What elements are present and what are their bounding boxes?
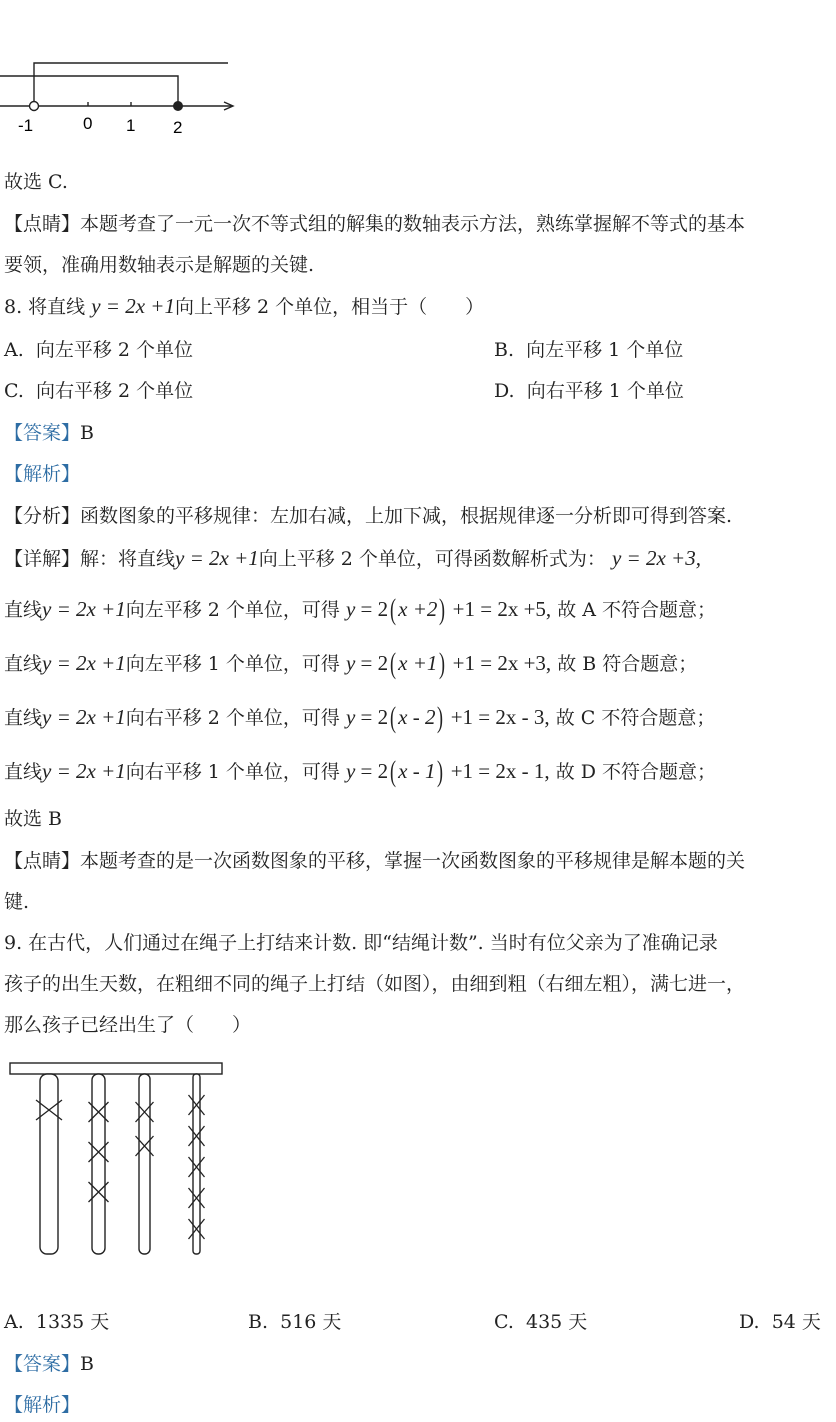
q8-comment-line1: [4, 849, 745, 873]
option-text: 1335 天: [35, 1311, 110, 1333]
detail-text: 向上平移 2 个单位，可得函数解析式为：: [258, 548, 606, 570]
row-prefix: 直线: [4, 599, 43, 621]
line-equation: y = 2x +1: [42, 597, 126, 621]
q8-analysis-tag: 【解析】: [4, 463, 81, 485]
row-prefix: 直线: [4, 653, 43, 675]
q9-analysis-tag: 【解析】: [4, 1394, 81, 1416]
row-outer: +1 = 2x - 1,: [450, 759, 550, 783]
q9-option-b[interactable]: [248, 1310, 341, 1334]
comment-tag: 【点睛】: [4, 850, 81, 872]
detail-tag: 【详解】: [4, 548, 81, 570]
option-letter: C.: [4, 380, 24, 402]
rope-thin: [139, 1074, 150, 1254]
detail-text: 解：将直线: [80, 548, 176, 570]
row-inner: x - 2: [398, 705, 436, 729]
row-outer: +1 = 2x - 3,: [450, 705, 550, 729]
q9-answer: [4, 1352, 94, 1376]
q8-detail: [4, 546, 701, 571]
q8-row-b: 直线y = 2x +1向左平移 1 个单位，可得 y = 2(x +1) +1 = 2x +3, 故 B 符合题意；: [4, 647, 698, 680]
q9-option-d[interactable]: [739, 1310, 821, 1334]
q9-stem-line3: 那么孩子已经出生了（ ）: [4, 1014, 252, 1036]
comment-tag: 【点睛】: [4, 213, 81, 235]
q8-answer: [4, 421, 94, 445]
option-text: 54 天: [771, 1311, 821, 1333]
option-text: 向左平移 1 个单位: [526, 339, 684, 361]
q8-stem: [4, 294, 484, 319]
comment-text: 本题考查了一元一次不等式组的解集的数轴表示方法，熟练掌握解不等式的基本: [80, 213, 746, 235]
q8-option-c[interactable]: [4, 379, 193, 403]
q8-option-a[interactable]: [4, 338, 193, 362]
q7-comment-line1: [4, 212, 745, 236]
tick-label: -1: [18, 116, 34, 135]
row-verdict: 故 B 符合题意；: [557, 653, 698, 675]
q9-stem-line2: 孩子的出生天数，在粗细不同的绳子上打结（如图），由细到粗（右细左粗），满七进一，: [4, 973, 746, 995]
q8-option-d[interactable]: [494, 379, 684, 403]
q7-conclusion: 故选 C.: [4, 171, 68, 193]
number-line-figure: [0, 58, 240, 138]
q8-row-d: 直线y = 2x +1向右平移 1 个单位，可得 y = 2(x - 1) +1 = 2x - 1, 故 D 不符合题意；: [4, 755, 717, 788]
option-letter: D.: [494, 380, 515, 402]
option-text: 向右平移 2 个单位: [36, 380, 194, 402]
option-letter: B.: [494, 339, 515, 361]
rope-thickest: [40, 1074, 58, 1254]
row-outer: +1 = 2x +5,: [452, 597, 552, 621]
q9-option-a[interactable]: [4, 1310, 109, 1334]
answer-value: B: [80, 422, 94, 444]
row-prefix: 直线: [4, 707, 43, 729]
q9-option-c[interactable]: [494, 1310, 587, 1334]
answer-value: B: [80, 1353, 94, 1375]
row-verdict: 故 D 不符合题意；: [555, 761, 717, 783]
option-letter: A.: [4, 1311, 24, 1333]
row-inner: x +1: [398, 651, 438, 675]
q8-row-c: 直线y = 2x +1向右平移 2 个单位，可得 y = 2(x - 2) +1 = 2x - 3, 故 C 不符合题意；: [4, 701, 716, 734]
answer-tag: 【答案】: [4, 422, 81, 444]
tick-label: 1: [126, 116, 136, 135]
q8-row-a: 直线y = 2x +1向左平移 2 个单位，可得 y = 2(x +2) +1 = 2x +5, 故 A 不符合题意；: [4, 593, 717, 626]
q8-comment-line2: 键.: [4, 891, 30, 913]
option-letter: D.: [739, 1311, 760, 1333]
q7-comment-line2: 要领，准确用数轴表示是解题的关键.: [4, 254, 315, 276]
row-inner: x - 1: [398, 759, 436, 783]
line-equation: y = 2x +1: [175, 546, 259, 570]
row-outer: +1 = 2x +3,: [452, 651, 552, 675]
option-text: 向右平移 1 个单位: [526, 380, 684, 402]
row-verdict: 故 C 不符合题意；: [555, 707, 716, 729]
line-equation: y = 2x +1: [42, 651, 126, 675]
option-letter: C.: [494, 1311, 514, 1333]
q8-conclusion: 故选 B: [4, 808, 63, 830]
row-shift: 向左平移 1 个单位，可得: [125, 653, 340, 675]
line-equation: y = 2x +1: [42, 759, 126, 783]
line-equation: y = 2x +1: [91, 294, 175, 318]
stem-text: 8. 将直线: [4, 296, 86, 318]
option-text: 435 天: [526, 1311, 588, 1333]
option-text: 向左平移 2 个单位: [35, 339, 194, 361]
row-inner: x +2: [398, 597, 438, 621]
option-text: 516 天: [280, 1311, 342, 1333]
option-letter: A.: [4, 339, 24, 361]
row-prefix: 直线: [4, 761, 43, 783]
rope-thick: [92, 1074, 105, 1254]
q8-option-b[interactable]: [494, 338, 683, 362]
q9-stem-line1: 9. 在古代，人们通过在绳子上打结来计数. 即“结绳计数”. 当时有位父亲为了准确记录: [4, 932, 718, 954]
row-verdict: 故 A 不符合题意；: [557, 599, 717, 621]
q8-fenxi: [4, 504, 732, 528]
comment-text: 本题考查的是一次函数图象的平移，掌握一次函数图象的平移规律是解本题的关: [80, 850, 746, 872]
row-shift: 向左平移 2 个单位，可得: [125, 599, 340, 621]
answer-tag: 【答案】: [4, 1353, 81, 1375]
option-letter: B.: [248, 1311, 269, 1333]
result-equation: y = 2x +3,: [611, 546, 701, 570]
row-shift: 向右平移 2 个单位，可得: [125, 707, 340, 729]
tick-label: 2: [173, 118, 183, 137]
fenxi-text: 函数图象的平移规律：左加右减，上加下减，根据规律逐一分析即可得到答案.: [80, 505, 733, 527]
line-equation: y = 2x +1: [42, 705, 126, 729]
stem-text: 向上平移 2 个单位，相当于（ ）: [174, 296, 485, 318]
tick-label: 0: [83, 114, 93, 133]
row-shift: 向右平移 1 个单位，可得: [125, 761, 340, 783]
knotted-rope-figure: [8, 1060, 238, 1260]
fenxi-tag: 【分析】: [4, 505, 81, 527]
